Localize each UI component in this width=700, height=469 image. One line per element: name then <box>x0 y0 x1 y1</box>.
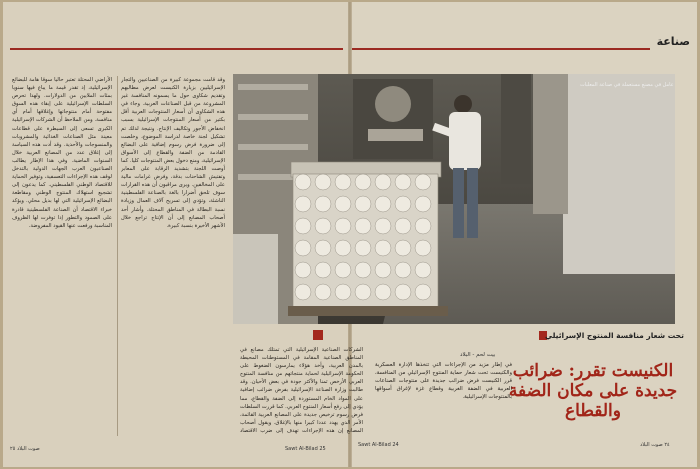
section-label: صناعة <box>656 35 690 48</box>
magazine-logo-icon <box>313 330 323 340</box>
article-lede: في إطار مزيد من الإجراءات التي تتخذها الإدارة العسكرية والكنيست تحت شعار حماية المنتوج الإسرائيلي من المنافسة، قرر الكنيست فرض ضرائب جديدة على منتوجات الصناعات العربية في الضفة الغربية وقطاع غزة لإغراق أسواقها بالمنتوجات الإسرائيلية. <box>375 362 512 401</box>
header-rule-right <box>352 48 650 50</box>
header-rule-left <box>10 48 343 50</box>
article-kicker: تحت شعار منافسة المنتوج الإسرائيلي <box>545 331 684 340</box>
factory-photo <box>233 74 675 324</box>
left-page-masthead: Sawt Al-Bilad 25 <box>285 446 326 452</box>
factory-photo-image <box>233 74 675 324</box>
article-headline: الكنيست تقرر: ضرائب جديدة على مكان الضفة والقطاع <box>508 361 678 421</box>
right-page-folio: ٢٤ صوت البلاد <box>640 442 670 448</box>
left-page-column-outer: الأراضي المحتلة تعتبر حاليا سوقا هامة للبضائع الإسرائيلية، إذ تقدر قيمة ما يباع فيها سنويا بمئات الملايين من الدولارات. ولهذا تحرص السلطات الإسرائيلية على إبقاء هذه السوق مفتوحة أمام منتوجاتها وإغلاقها أمام أي منافسة. ومن الملاحظ أن الشركات الإسرائيلية الكبرى تسعى إلى السيطرة على قطاعات معينة مثل الصناعات الغذائية والمشروبات والمنسوجات والأحذية. وقد أدت هذه السياسة إلى إغلاق عدد من المصانع العربية خلال السنوات الماضية. وفي هذا الإطار يطالب الصناعيون العرب الجهات الدولية بالتدخل لوقف هذه الإجراءات التعسفية، وتوفير الحماية للاقتصاد الوطني الفلسطيني. كما يدعون إلى تشجيع استهلاك المنتوج الوطني ومقاطعة البضائع الإسرائيلية التي لها بديل محلي. ويؤكد خبراء الاقتصاد أن الصناعة الفلسطينية قادرة على الصمود والتطور إذا توفرت لها الظروف المناسبة ورفعت عنها القيود المفروضة. <box>12 77 112 229</box>
left-page-column-inner: وقد قامت مجموعة كبيرة من الصناعيين والتجار الإسرائيليين بزيارة الكنيست لعرض مطالبهم وتقديم شكاوى حول ما يسمونه المنافسة غير المشروعة من قبل الصناعات العربية. وجاء في هذه الشكاوى أن أسعار المنتوجات العربية أقل بكثير من أسعار المنتوجات الإسرائيلية بسبب انخفاض الأجور وتكاليف الإنتاج. ونتيجة لذلك تم تشكيل لجنة خاصة لدراسة الموضوع، وخلصت إلى ضرورة فرض رسوم إضافية على البضائع القادمة من الضفة والقطاع إلى الأسواق الإسرائيلية، ومنع دخول بعض المنتوجات كليا. كما أوصت اللجنة بتشديد الرقابة على المعابر وتفتيش الشاحنات بدقة، وفرض غرامات مالية على المخالفين. ويرى مراقبون أن هذه القرارات سوف تلحق أضرارا بالغة بالصناعة الفلسطينية الناشئة، وتؤدي إلى تسريح آلاف العمال وزيادة نسبة البطالة في المناطق المحتلة. وأشار أحد أصحاب المصانع إلى أن الإنتاج تراجع خلال الأشهر الأخيرة بنسبة كبيرة. <box>121 77 225 229</box>
left-page-folio: صوت البلاد ٢٥ <box>10 446 40 452</box>
article-byline: بيت لحم - البلاد <box>460 352 496 358</box>
right-page-column-center: الشركات الصناعية الإسرائيلية التي تمتلك مصانع في المناطق الصناعية المقامة في المستوطنات المحيطة بالمدن العربية، وأخذ هؤلاء يمارسون الضغوط على الحكومة الإسرائيلية لحماية منتجاتهم من منافسة المنتوج العربي الأرخص ثمنا والأكثر جودة في بعض الأحيان. وقد طالبت وزارة الصناعة الإسرائيلية بفرض ضرائب إضافية على المواد الخام المستوردة إلى الضفة والقطاع، مما يؤدي إلى رفع أسعار المنتوج العربي. كما قررت السلطات فرض رسوم ترخيص جديدة على المصانع العربية القائمة، الأمر الذي يهدد عددا كبيرا منها بالإغلاق. ويقول أصحاب المصانع إن هذه الإجراءات تهدف إلى ضرب الاقتصاد <box>240 347 363 434</box>
column-divider <box>117 76 118 436</box>
photo-caption: عامل في مصنع مستعملة في صناعة المعلبات <box>580 82 674 88</box>
right-page-masthead: Sawt Al-Bilad 24 <box>358 442 399 448</box>
